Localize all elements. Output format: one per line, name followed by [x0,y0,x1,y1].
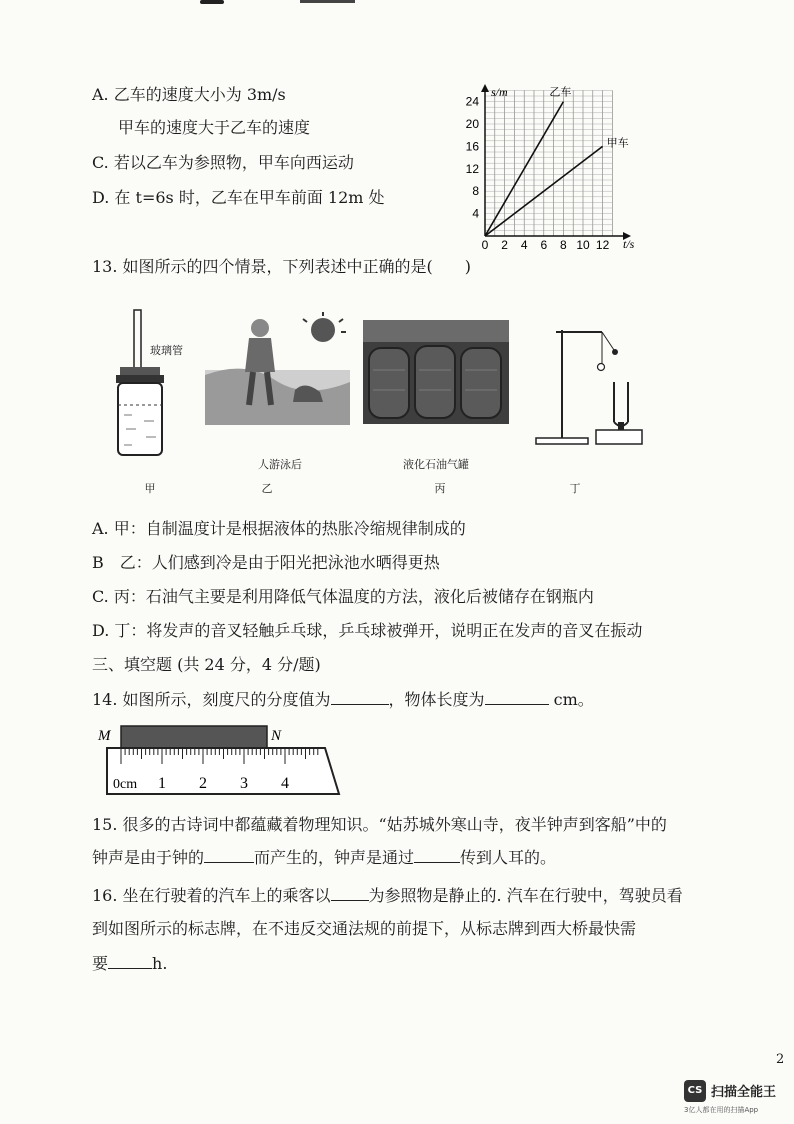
y-tick-label: 24 [465,94,479,109]
q14-question [92,688,594,711]
y-tick-label: 8 [472,184,479,199]
st-graph [455,82,645,254]
scan-artifact [200,0,224,4]
q13-option-a: A. 甲：自制温度计是根据液体的热胀冷缩规律制成的 [92,519,466,538]
q14-text-3: cm。 [548,690,594,709]
fig-label-ding: 丁 [569,482,581,495]
section-heading: 三、填空题 (共 24 分，4 分/题) [92,655,321,674]
q12-option-b: 甲车的速度大于乙车的速度 [118,118,311,137]
q13-option-c: C. 丙：石油气主要是利用降低气体温度的方法，液化后被储存在钢瓶内 [92,587,594,606]
figure-swimmer [205,310,350,425]
fig-label-jia: 甲 [144,482,156,495]
y-axis-label: s/m [491,85,508,99]
x-tick-label: 12 [595,238,610,252]
series-label-1: 甲车 [606,136,629,150]
q16-text-b: 为参照物是静止的. 汽车在行驶中，驾驶员看 [368,886,683,905]
q16-line-3 [92,952,167,975]
label-glass-tube: 玻璃管 [150,344,183,357]
q15-line-1: 15. 很多的古诗词中都蕴藏着物理知识。“姑苏城外寒山寺，夜半钟声到客船”中的 [92,815,667,834]
page-number: 2 [776,1052,785,1067]
ruler-label: 3 [240,775,248,792]
q16-line-1 [92,884,683,907]
scanner-logo [684,1080,706,1102]
q15-line-2 [92,846,556,869]
scanner-name: 扫描全能王 [711,1085,777,1100]
q16-line-2: 到如图所示的标志牌，在不违反交通法规的前提下，从标志牌到西大桥最快需 [92,919,637,938]
q12-option-d: D. 在 t=6s 时，乙车在甲车前面 12m 处 [92,188,385,207]
figure-thermometer [110,305,200,465]
y-axis-arrow [481,84,489,92]
q16-text-c: 要 [92,954,109,973]
q14-text-1: 14. 如图所示，刻度尺的分度值为 [92,690,331,709]
x-axis-label: t/s [623,237,635,251]
scan-artifact [300,0,355,3]
figure-tuning-fork [530,320,650,450]
q12-option-c: C. 若以乙车为参照物，甲车向西运动 [92,153,354,172]
caption-gas-tanks: 液化石油气罐 [403,458,469,471]
x-tick-label: 8 [560,238,567,252]
series-label-0: 乙车 [549,85,572,99]
x-tick-label: 2 [501,238,508,252]
caption-swimmer: 人游泳后 [258,458,302,471]
q14-text-2: ，物体长度为 [388,690,485,709]
label-m: M [98,728,111,744]
q12-option-a: A. 乙车的速度大小为 3m/s [92,85,286,104]
ruler-label: 2 [199,775,207,792]
y-tick-label: 4 [472,206,479,221]
x-tick-label: 10 [576,238,590,252]
x-tick-label: 0 [481,238,489,252]
q13-stem: 13. 如图所示的四个情景，下列表述中正确的是( ) [92,257,472,276]
q15-blank-1[interactable] [204,846,254,863]
ruler-label: 1 [158,775,166,792]
q13-option-d: D. 丁：将发声的音叉轻触乒乓球，乒乓球被弹开，说明正在发声的音叉在振动 [92,621,643,640]
scanner-tagline: 3亿人都在用的扫描App [684,1106,759,1114]
q13-option-b: B 乙：人们感到冷是由于阳光把泳池水晒得更热 [92,553,440,572]
y-tick-label: 20 [465,117,479,131]
fig-label-bing: 丙 [434,482,446,495]
label-n: N [271,728,282,744]
ruler-figure [95,720,355,800]
x-tick-label: 4 [520,238,528,252]
fig-label-yi: 乙 [261,482,273,495]
x-tick-label: 6 [540,238,548,252]
ruler-label: 0cm [113,777,138,792]
q15-text-a: 钟声是由于钟的 [92,848,205,867]
ruler-label: 4 [281,775,289,792]
y-tick-label: 12 [465,161,479,176]
q16-text-d: h. [152,954,168,973]
q15-text-b: 而产生的，钟声是通过 [254,848,415,867]
y-tick-label: 16 [465,139,479,154]
q16-blank-1[interactable] [331,884,369,901]
q16-text-a: 16. 坐在行驶着的汽车上的乘客以 [92,886,331,905]
q14-blank-1[interactable] [331,688,389,705]
q15-blank-2[interactable] [414,846,460,863]
q16-blank-2[interactable] [108,952,152,969]
q15-text-c: 传到人耳的。 [460,848,557,867]
scanner-logo-text: CS [687,1085,703,1096]
figure-gas-tanks [363,320,509,424]
q14-blank-2[interactable] [485,688,549,705]
chart-grid [485,90,612,236]
